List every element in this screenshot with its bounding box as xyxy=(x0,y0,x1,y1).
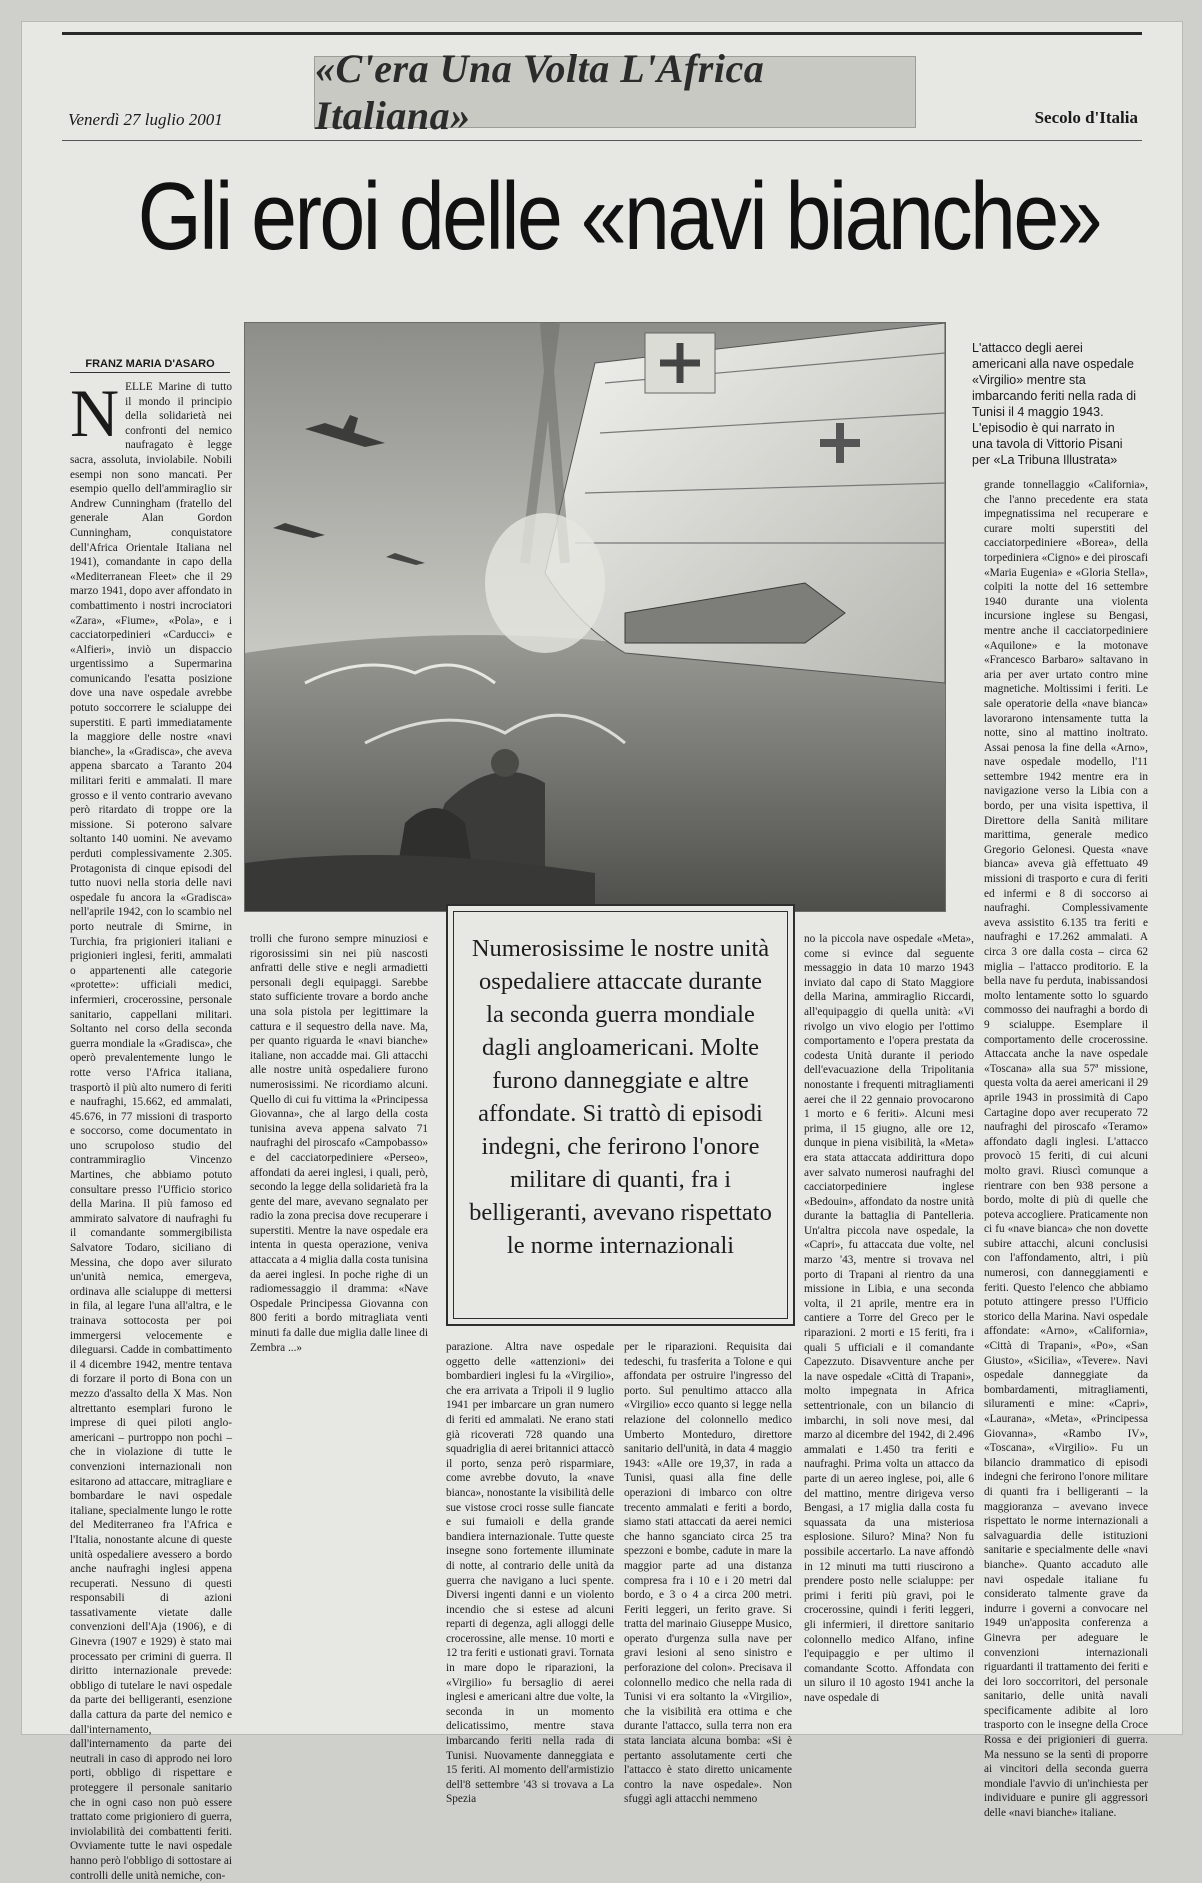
pull-quote-box xyxy=(446,904,795,1326)
top-rule xyxy=(62,32,1142,35)
article-column-2 xyxy=(250,932,428,1710)
article-column-1 xyxy=(70,375,232,1882)
drop-cap: N xyxy=(70,375,120,451)
article-column-5 xyxy=(804,932,974,1710)
column-6-text: grande tonnellaggio «California», che l'anno precedente era stata impegnatissima nel recuperare e curare molti superstiti del cacciatorpediniere «Borea», della torpediniera «Cigno» e dei piroscafi «Maria Eugenia» e «Gloria Stella», colpiti la notte del 16 settembre 1940 durante una violenta incursione inglese su Bengasi, mentre anche il cacciatorpediniere «Aquilone» e la motonave «Francesco Barbaro» saltavano in aria per aver urtato contro mine magnetiche. Moltissimi i feriti. Le sale operatorie della «nave bianca» lavorarono intensamente tutta la notte, sino al mattino inoltrato. Assai penosa la fine della «Arno», nave ospedale modello, l'11 settembre 1942 mentre era in navigazione verso la Libia con a bordo, per una visita ispettiva, il Direttore della Sanità militare marittima, generale medico Gregorio Gelonesi. Questa «nave bianca» aveva già effettuato 49 missioni di trasporto e cura di feriti ed infermi e 8 di soccorso ai naufraghi. Complessivamente aveva assistito 6.135 tra feriti e naufraghi e 17.262 ammalati. A circa 3 ore dalla costa – circa 62 miglia – l'attacco proditorio. E la bella nave fu perduta, inabissandosi molto lentamente sotto lo sguardo commosso dei naufraghi a bordo di 9 scialuppe. Esemplare il comportamento delle crocerossine. Attaccata anche la nave ospedale «Toscana» alla sua 57ª missione, questa volta da aerei americani il 29 aprile 1943 in prossimità di Capo Cartagine dopo aver recuperato 72 naufraghi del piroscafo «Teramo» affondato dagli inglesi. L'attacco provocò 15 feriti, di cui alcuni molto gravi. Riuscì comunque a rientrare con ben 938 persone a bordo, molte di più di quelle che poteva accogliere. Praticamente non ci fu «nave bianca» che non dovette subire attacchi, alcuni conclusisi con l'affondamento, altri, i più numerosi, con danneggiamenti e feriti. Questo l'elenco che abbiamo potuto attingere presso l'Ufficio storico della Marina. Navi ospedale affondate: «Arno», «California», «Città di Trapani», «Po», «San Giusto», «Sicilia», «Tevere». Navi ospedale danneggiate da bombardamenti, mitragliamenti, siluramenti e mine: «Capri», «Laurana», «Meta», «Principessa Giovanna», «Rambo IV», «Toscana», «Virgilio». Fu un bilancio drammatico di episodi indegni che ferirono l'onore militare di quanti fra i belligeranti – la maggioranza – avevano invece rispettato le norme internazionali a salvaguardia delle istituzioni sanitarie e specialmente delle «navi bianche». Quanto accaduto alle navi ospedale italiane fu considerato talmente grave da indurre i governi a convocare nel 1949 un'apposita conferenza a Ginevra per adeguare le convenzioni internazionali riguardanti il trattamento dei feriti e dei loro soccorritori, del personale sanitario, delle unità navali specificamente adibite al loro trasporto con le insegne della Croce Rossa e dei prigionieri di guerra. Ma nessuno se la sentì di proporre ai vincitori della seconda guerra mondiale l'avvio di un'inchiesta per individuare e punire gli aggressori delle «navi bianche» italiane. xyxy=(984,479,1148,1820)
headline: Gli eroi delle «navi bianche» xyxy=(137,163,1101,270)
newspaper-name: Secolo d'Italia xyxy=(1034,108,1138,127)
column-1-text: ELLE Marine di tutto il mondo il principio della solidarietà nei confronti del nemico naufragato è legge sacra, assoluta, inviolabile. Nobili esempi non sono mancati. Per esempio quello dell'ammiraglio sir Andrew Cunningham (fratello del generale Alan Gordon Cunningham, conquistatore dell'Africa Orientale Italiana nel 1941), comandante in capo della «Mediterranean Fleet» che il 29 marzo 1941, dopo aver affondato in combattimento i nostri incrociatori «Zara», «Fiume», «Pola», e i cacciatorpedinieri «Carducci» e «Alfieri», inviò un dispaccio urgentissimo a Supermarina comunicando l'esatta posizione dove una nave ospedale avrebbe potuto soccorrere le scialuppe dei superstiti. E partì immediatamente la maggiore delle nostre «navi bianche», la «Gradisca», che aveva appena sbarcato a Taranto 204 militari feriti e ammalati. Il mare grosso e il vento contrario avevano però ritardato di troppe ore la missione. Si poterono salvare soltanto 140 uomini. Ne avevamo perduti complessivamente 2.305. Protagonista di cinque episodi del tutto nuovi nella storia delle navi ospedale fu ancora la «Gradisca» nell'aprile 1942, con lo scambio nel porto neutrale di Smirne, in Turchia, fra prigionieri italiani e prigionieri inglesi, feriti, ammalati o appartenenti alle categorie «protette»: ufficiali medici, infermieri, crocerossine, personale sanitario, cappellani militari. Soltanto nel corso della seconda guerra mondiale la «Gradisca», che operò prevalentemente lungo le rotte verso l'Africa italiana, trasportò il più alto numero di feriti e naufraghi, 15.662, ed ammalati, 45.676, in 77 missioni di trasporto e soccorso, come documentato in uno scrupoloso studio del contrammiraglio Vincenzo Martines, che abbiamo potuto consultare presso l'Ufficio storico della Marina. Il più famoso ed ammirato salvatore di naufraghi fu il comandante sommergibilista Salvatore Todaro, siciliano di Messina, che dopo aver silurato un'unità nemica, emergeva, ordinava alle scialuppe di mettersi in fila, al legare l'una all'altra, e le trainava sottocosta per poi immergersi velocemente e dileguarsi. Cadde in combattimento il 4 dicembre 1942, mentre tentava di forzare il porto di Bona con un mezzo d'assalto della X Mas. Non altrettanto esemplari furono le imprese di quei piloti anglo-americani – purtroppo non pochi – che in violazione di tutte le convenzioni internazionali non esitarono ad attaccare, mitragliare e bombardare le navi ospedale italiane, specialmente lungo le rotte del Mediterraneo fra l'Africa e l'Italia, nonostante alcune di queste unità ospedaliere avessero a bordo anche naufraghi inglesi appena recuperati. Nessuno di questi responsabili di azioni tassativamente vietate dalle convenzioni dell'Aja (1906), e di Ginevra (1907 e 1929) è stato mai processato per crimini di guerra. Il diritto internazionale prevede: obbligo di tutelare le navi ospedale da parte dei belligeranti, esenzione dalla cattura da parte del nemico e dall'internamento, dall'internamento da parte dei neutrali in caso di approdo nei loro porti, obbligo di rispettare e proteggere il personale sanitario che in ogni caso non può essere trattato come prigioniero di guerra, inviolabilità dei combattenti feriti. Ovviamente tutte le navi ospedale hanno però l'obbligo di sottostare ai controlli delle unità nemiche, con- xyxy=(70,381,232,1882)
issue-date: Venerdì 27 luglio 2001 xyxy=(68,110,223,129)
ship-attack-drawing xyxy=(245,323,945,911)
article-column-3 xyxy=(446,1340,614,1806)
section-title: «C'era Una Volta L'Africa Italiana» xyxy=(315,46,765,138)
article-column-6 xyxy=(984,478,1148,1820)
column-5-text: no la piccola nave ospedale «Meta», come si evince dal seguente messaggio in data 10 marzo 1943 inviato dal capo di Stato Maggiore della Marina, ammiraglio Riccardi, all'equipaggio di quella unità: «Vi rivolgo un vivo elogio per l'ottimo comportamento e l'opera prestata da codesta Unità durante il periodo dell'evacuazione della Tripolitania nonostante i frequenti mitragliamenti aerei che il 22 gennaio provocarono 1 morto e 6 feriti». Alcuni mesi prima, il 15 giugno, alle ore 12, dunque in piena visibilità, la «Meta» era stata attaccata addirittura dopo aver salvato numerosi naufraghi del cacciatorpediniere inglese «Bedouin», affondato da nostre unità durante la battaglia di Pantelleria. Un'altra piccola nave ospedale, la «Capri», fu attaccata due volte, nel marzo '43, mentre si trovava nel porto di Trapani al rientro da una missione in Libia, e una seconda volta, il 21 aprile, mentre era in cantiere a Torre del Greco per le riparazioni. 2 morti e 15 feriti, fra i quali 5 ufficiali e il comandante Capezzuto. Disavventure anche per la nave ospedale «Città di Trapani», molto impegnata in Africa settentrionale, con un bilancio di imbarchi, in soli nove mesi, dal marzo al dicembre del 1942, di 2.496 ammalati e 1.450 tra feriti e naufraghi. Prima volta un attacco da parte di un aereo inglese, poi, alle 6 del mattino, mentre dirigeva verso Bengasi, a 17 miglia dalla costa fu squassata da una misteriosa esplosione. Siluro? Mina? Non fu possibile accertarlo. La nave affondò in 12 minuti ma tutti riuscirono a prendere posto nelle scialuppe: per primi i feriti più gravi, poi le crocerossine, quindi i feriti leggeri, gli infermieri, il direttore sanitario colonnello medico Alfano, infine l'equipaggio e per ultimo il comandante Scotto. Affondata con un siluro il 10 agosto 1941 anche la nave ospedale di xyxy=(804,933,974,1704)
column-2-text: trolli che furono sempre minuziosi e rigorosissimi sin nei più nascosti anfratti delle stive e negli armadietti personali degli equipaggi. Sarebbe stato sufficiente trovare a bordo anche una sola pistola per legittimare la cattura e il sequestro della nave. Ma, per quanto riguarda le «navi bianche» italiane, non accadde mai. Gli attacchi alle nostre unità ospedaliere furono numerosissimi. Ne ricordiamo alcuni. Quello di cui fu vittima la «Principessa Giovanna», che al largo della costa tunisina aveva appena salvato 71 naufraghi del piroscafo «Campobasso» e del cacciatorpediniere «Perseo», affondati da aerei inglesi, i quali, però, secondo la legge della solidarietà fra la gente del mare, avevano segnalato per radio la zona precisa dove recuperare i superstiti. Mentre la nave ospedale era intenta in questa operazione, veniva attaccata a 4 miglia dalla costa tunisina da aerei inglesi. In poche righe di un radiomessaggio il dramma: «Nave Ospedale Principessa Giovanna con 800 feriti a bordo mitragliata venti minuti fa dalle due miglia dalle linee di Zembra ...» xyxy=(250,933,428,1354)
pull-quote-text: Numerosissime le nostre unità ospedaliere attaccate durante la seconda guerra mondiale dagli angloamericani. Molte furono danneggiate e altre affondate. Si trattò di episodi indegni, che ferirono l'onore militare di quanti, fra i belligeranti, avevano rispettato le norme internazionali xyxy=(469,935,772,1259)
article-column-4 xyxy=(624,1340,792,1806)
illustration-hospital-ship-attack xyxy=(244,322,946,912)
byline: FRANZ MARIA D'ASARO xyxy=(70,358,230,373)
photo-caption: L'attacco degli aerei americani alla nave ospedale «Virgilio» mentre sta imbarcando feriti nella rada di Tunisi il 4 maggio 1943. L'episodio è qui narrato in una tavola di Vittorio Pisani per «La Tribuna Illustrata» xyxy=(972,341,1136,467)
header-rule xyxy=(62,140,1142,141)
column-4-text: per le riparazioni. Requisita dai tedeschi, fu trasferita a Tolone e qui affondata per ostruire l'ingresso del porto. Sul penultimo attacco alla «Virgilio» ecco quanto si legge nella relazione del colonnello medico Umberto Monteduro, direttore sanitario dell'unità, in data 4 maggio 1943: «Alle ore 19,37, in rada a Tunisi, quasi alla fine delle operazioni di imbarco con oltre trecento ammalati e feriti a bordo, siamo stati attaccati da aerei nemici che hanno sganciato circa 25 tra spezzoni e bombe, cadute in mare la maggior parte ad una distanza compresa fra i 10 e i 20 metri dal bordo, e 3 o 4 a circa 200 metri. Feriti leggeri, un ferito grave. Si tratta del marinaio Giuseppe Musico, operato d'urgenza sulla nave per gravi lesioni al seno sinistro e perforazione del colon». Precisava il colonnello medico che nella rada di Tunisi vi era soltanto la «Virgilio», che la visibilità era ottima e che durante l'attacco, sulla terra non era stata lanciata alcuna bomba: «Si è pertanto assolutamente certi che l'attacco è stato diretto unicamente contro la nave ospedale». Non sfuggì agli attacchi nemmeno xyxy=(624,1341,792,1806)
newspaper-page xyxy=(22,22,1182,1882)
section-banner xyxy=(314,46,916,138)
column-3-text: parazione. Altra nave ospedale oggetto delle «attenzioni» dei bombardieri inglesi fu la «Virgilio», che era arrivata a Tripoli il 9 luglio 1941 per imbarcare un gran numero di feriti ed ammalati. Ne erano stati già ricoverati 728 quando una squadriglia di aerei britannici attaccò il porto, senza però risparmiare, come avrebbe dovuto, la «nave bianca», nonostante la visibilità delle sue vistose croci rosse sulle fiancate e sui fumaioli e della grande bandiera internazionale. Tutte queste insegne sono fortemente illuminate di notte, al contrario delle unità da guerra che navigano a luci spente. Diversi ingenti danni e un violento incendio che si estese ad alcuni reparti di degenza, agli alloggi delle crocerossine, alle mense. 10 morti e 12 tra feriti e ustionati gravi. Tornata in mare dopo le riparazioni, la «Virgilio» fu bersaglio di aerei inglesi e americani altre due volte, la seconda in un momento delicatissimo, mentre stava imbarcando feriti nella rada di Tunisi. Nuovamente danneggiata e 15 feriti. Al momento dell'armistizio dell'8 settembre '43 si trovava a La Spezia xyxy=(446,1341,614,1806)
